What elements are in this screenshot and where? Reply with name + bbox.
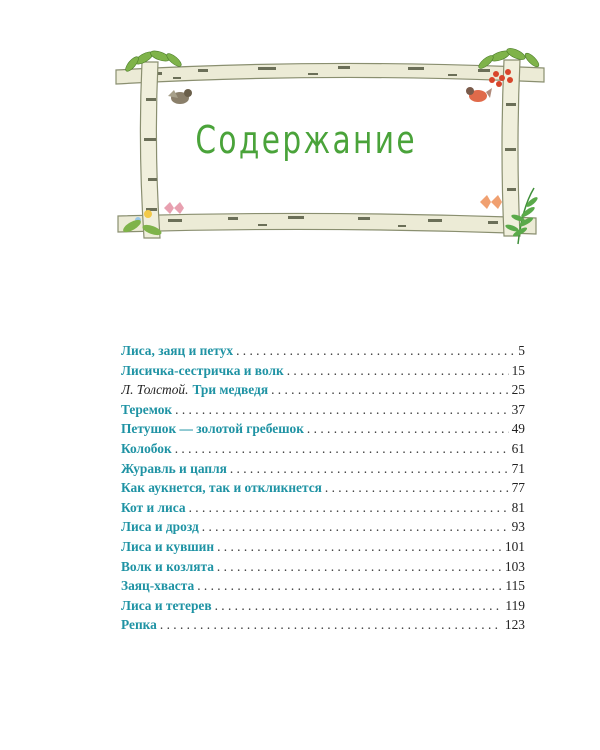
toc-page-number: 115 <box>505 578 525 594</box>
toc-leader-dots <box>160 615 502 635</box>
toc-page-number: 61 <box>511 440 525 456</box>
toc-entry[interactable] <box>121 557 525 577</box>
toc-leader-dots <box>217 557 502 577</box>
toc-page-number: 25 <box>511 382 525 398</box>
toc-leader-dots <box>307 419 509 439</box>
toc-page-number: 103 <box>504 558 525 574</box>
toc-page-number: 93 <box>511 519 525 535</box>
toc-entry[interactable] <box>121 576 525 596</box>
toc-entry[interactable] <box>121 341 525 361</box>
toc-entry-title: Заяц-хваста <box>121 578 195 594</box>
toc-entry-title: Лиса и дрозд <box>121 519 199 535</box>
toc-leader-dots <box>325 478 509 498</box>
toc-entry[interactable] <box>121 459 525 479</box>
toc-page-number: 5 <box>518 343 525 358</box>
toc-entry-title: Петушок — золотой гребешок <box>121 421 304 437</box>
toc-entry-title: Колобок <box>121 440 172 456</box>
toc-entry-title: Репка <box>121 617 157 633</box>
toc-leader-dots <box>175 439 509 459</box>
toc-page-number: 15 <box>511 362 525 378</box>
toc-entry-title: Лиса, заяц и петух <box>121 343 234 358</box>
toc-entry[interactable] <box>121 400 525 420</box>
toc-entry-title: Три медведя <box>192 382 269 398</box>
toc-page-number: 123 <box>504 617 525 633</box>
toc-entry-title: Лиса и тетерев <box>121 597 212 613</box>
toc-page-number: 119 <box>505 597 525 613</box>
toc-page-number: 71 <box>511 460 525 476</box>
toc-leader-dots <box>189 498 509 518</box>
toc-leader-dots <box>202 517 509 537</box>
toc-page-number: 37 <box>511 401 525 417</box>
toc-leader-dots <box>197 576 502 596</box>
toc-leader-dots <box>271 380 509 400</box>
toc-entry-title: Журавль и цапля <box>121 460 227 476</box>
toc-entry[interactable] <box>121 517 525 537</box>
toc-page-number: 49 <box>511 421 525 437</box>
toc-leader-dots <box>287 361 509 381</box>
toc-entry[interactable] <box>121 537 525 557</box>
toc-entry[interactable] <box>121 439 525 459</box>
toc-entry[interactable] <box>121 615 525 635</box>
toc-leader-dots <box>236 341 515 361</box>
toc-entry[interactable] <box>121 596 525 616</box>
toc-page-number: 81 <box>511 499 525 515</box>
toc-leader-dots <box>230 459 509 479</box>
toc-entry[interactable] <box>121 419 525 439</box>
toc-entry-title: Волк и козлята <box>121 558 214 574</box>
toc-entry-title: Как аукнется, так и откликнется <box>121 480 322 496</box>
toc-leader-dots <box>175 400 508 420</box>
toc-page-number: 77 <box>511 480 525 496</box>
toc-entry-title: Лиса и кувшин <box>121 538 215 554</box>
toc-leader-dots <box>215 596 503 616</box>
toc-page-number: 101 <box>504 538 525 554</box>
toc-entry[interactable] <box>121 498 525 518</box>
table-of-contents <box>121 341 525 635</box>
toc-entry-title: Теремок <box>121 401 173 417</box>
toc-entry-author: Л. Толстой. <box>121 382 189 398</box>
toc-leader-dots <box>217 537 502 557</box>
toc-entry-title: Лисичка-сестричка и волк <box>121 362 284 378</box>
toc-entry[interactable] <box>121 478 525 498</box>
toc-entry[interactable] <box>121 380 525 400</box>
page-title: Содержание <box>195 118 417 162</box>
toc-entry[interactable] <box>121 361 525 381</box>
toc-entry-title: Кот и лиса <box>121 499 186 515</box>
